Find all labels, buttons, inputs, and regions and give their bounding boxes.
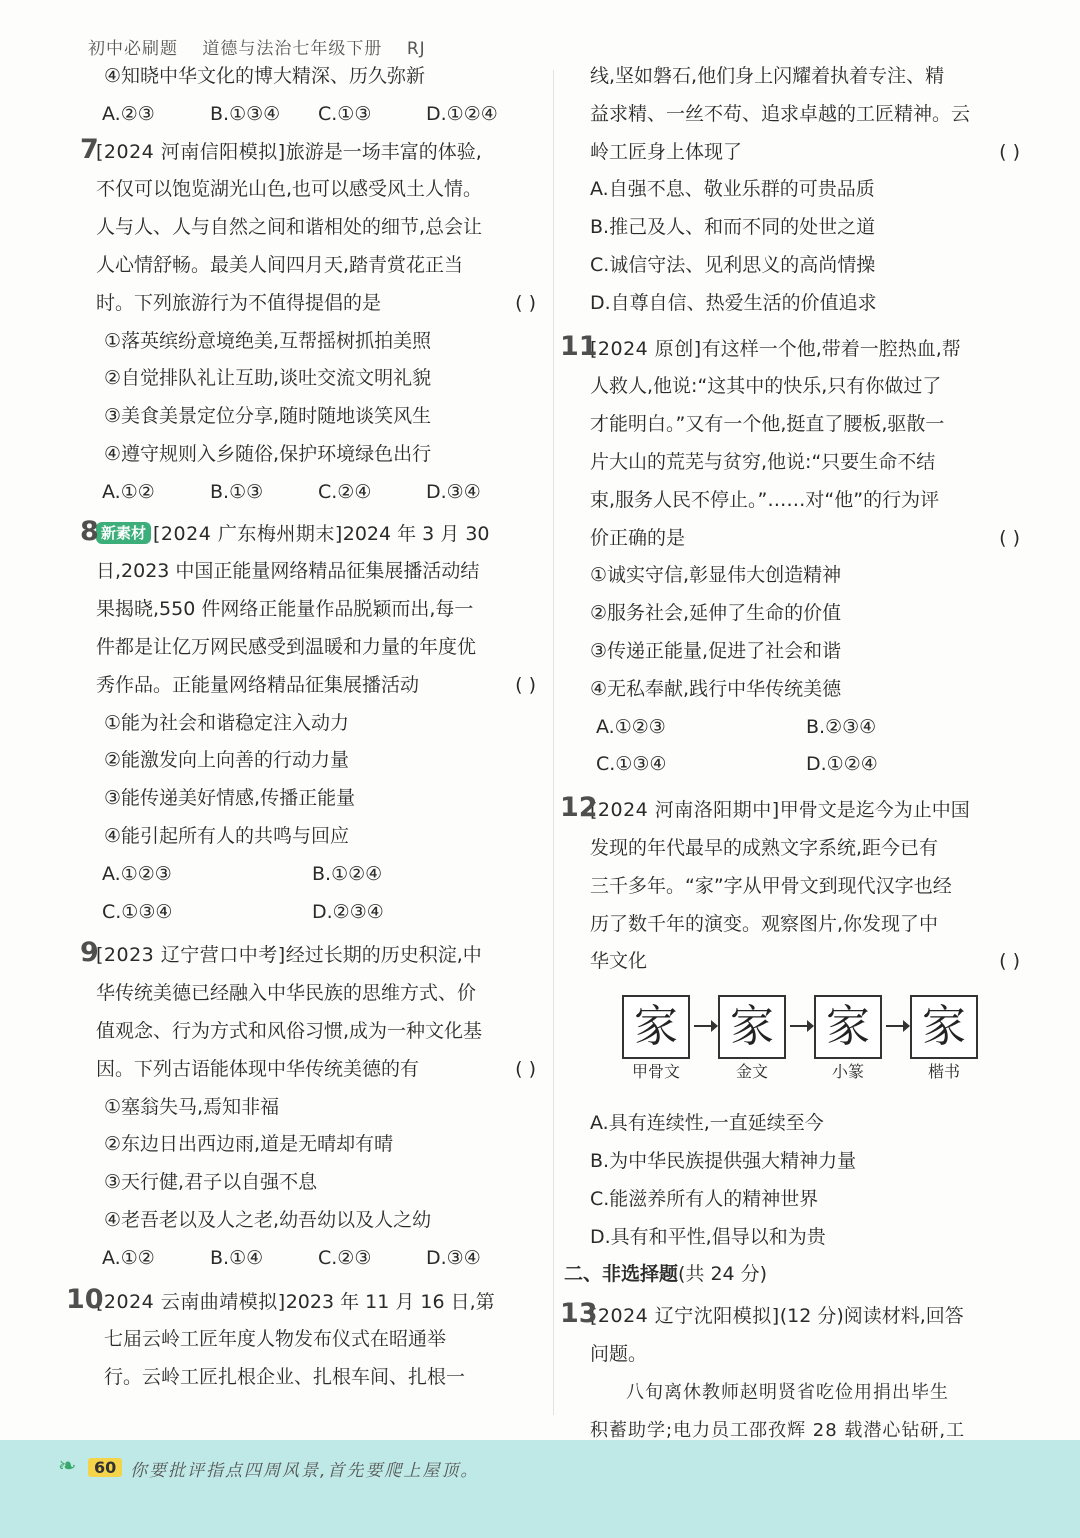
choice-d[interactable]: D.具有和平性,倡导以和为贵 [590, 1225, 826, 1248]
option-b[interactable]: B.①④ [210, 1246, 264, 1269]
question-source: [2024 云南曲靖模拟] [96, 1290, 286, 1313]
option-b[interactable]: B.①②④ [312, 862, 383, 885]
small-seal-glyph: 家 [814, 995, 882, 1059]
option-a[interactable]: A.①② [102, 480, 155, 503]
arrow-right-icon [694, 1025, 716, 1027]
choice-b[interactable]: B.为中华民族提供强大精神力量 [590, 1149, 857, 1172]
option-a[interactable]: A.①②③ [102, 862, 172, 885]
page-footer [0, 1440, 1080, 1538]
option-c[interactable]: C.①③④ [102, 900, 173, 923]
new-material-badge: 新素材 [96, 522, 151, 544]
question-13: 13 [2024 辽宁沈阳模拟](12 分)阅读材料,回答 问题。 八旬离休教师赵明贤省吃俭用捐出毕生 积蓄助学;电力员工邵孜辉 28 载潜心钻研,工 [590, 1298, 1020, 1487]
statement-item: ④遵守规则入乡随俗,保护环境绿色出行 [104, 442, 432, 465]
option-c[interactable]: C.①③④ [596, 753, 667, 776]
choice-d[interactable]: D.自尊自信、热爱生活的价值追求 [590, 291, 877, 314]
prev-question-item: ④知晓中华文化的博大精深、历久弥新 [104, 65, 426, 87]
leaf-icon: ❧ [58, 1454, 77, 1479]
statement-item: ④老吾老以及人之老,幼吾幼以及人之幼 [104, 1208, 432, 1231]
choice-a[interactable]: A.具有连续性,一直延续至今 [590, 1112, 824, 1135]
prev-question-options [96, 96, 536, 134]
options-row [96, 474, 536, 512]
answer-blank[interactable]: ( ) [999, 140, 1020, 163]
option-d[interactable]: D.①②④ [806, 753, 878, 776]
option-a[interactable]: A.①②③ [596, 715, 666, 738]
statement-item: ④无私奉献,践行中华传统美德 [590, 677, 842, 700]
option-c[interactable]: C.②④ [318, 480, 372, 503]
question-number: 12 [560, 792, 598, 824]
question-source: [2023 辽宁营口中考] [96, 944, 286, 967]
option-d[interactable]: D.①②④ [426, 102, 498, 125]
oracle-bone-glyph: 家 [622, 995, 690, 1059]
question-source: [2024 辽宁沈阳模拟] [590, 1305, 780, 1328]
question-9: 9 [2023 辽宁营口中考]经过长期的历史积淀,中 华传统美德已经融入中华民族的思维方式、价 值观念、行为方式和风俗习惯,成为一种文化基 因。下列古语能体现中华传统美德的有 ( ) ①塞翁失马,焉知非福 ②东边日出西边雨,道是无晴却有晴 ③天行健,君子以自强不息 ④老吾老以及人之老,幼吾幼以及人之幼 A.①② B.①④ C.②③ D.③④ [96, 937, 536, 1277]
statement-item: ①落英缤纷意境绝美,互帮摇树抓拍美照 [104, 329, 432, 352]
arrow-right-icon [790, 1025, 812, 1027]
answer-blank[interactable]: ( ) [515, 673, 536, 696]
right-column [560, 58, 1020, 1487]
section-heading: 二、非选择题(共 24 分) [564, 1263, 768, 1286]
statement-item: ②服务社会,延伸了生命的价值 [590, 602, 842, 625]
statement-item: ④能引起所有人的共鸣与回应 [104, 824, 350, 847]
choice-b[interactable]: B.推己及人、和而不同的处世之道 [590, 216, 876, 239]
question-number: 7 [80, 133, 99, 165]
question-7: 7 [2024 河南信阳模拟]旅游是一场丰富的体验, 不仅可以饱览湖光山色,也可以感受风土人情。 人与人、人与自然之间和谐相处的细节,总会让 人心情舒畅。最美人间四月天,踏青赏花正当 时。下列旅游行为不值得提倡的是 ( ) ①落英缤纷意境绝美,互帮摇树抓拍美照 ②自觉排队礼让互助,谈吐交流文明礼貌 ③美食美景定位分享,随时随地谈笑风生 ④遵守规则入乡随俗,保护环境绿色出行 A.①② B.①③ C.②④ D.③④ [96, 134, 536, 512]
question-number: 8 [80, 515, 99, 547]
bronze-script-glyph: 家 [718, 995, 786, 1059]
question-number: 10 [66, 1283, 104, 1315]
statement-item: ①诚实守信,彰显伟大创造精神 [590, 564, 842, 587]
figure-label: 金文 [735, 1062, 768, 1082]
options-row [96, 894, 536, 932]
statement-item: ②东边日出西边雨,道是无晴却有晴 [104, 1133, 394, 1156]
choice-c[interactable]: C.诚信守法、见利思义的高尚情操 [590, 253, 876, 276]
statement-item: ①能为社会和谐稳定注入动力 [104, 711, 350, 734]
option-d[interactable]: D.③④ [426, 1246, 481, 1269]
option-a[interactable]: A.②③ [102, 102, 155, 125]
answer-blank[interactable]: ( ) [999, 526, 1020, 549]
answer-blank[interactable]: ( ) [515, 1057, 536, 1080]
question-12: 12 [2024 河南洛阳期中]甲骨文是迄今为止中国 发现的年代最早的成熟文字系统,距今已有 三千多年。“家”字从甲骨文到现代汉字也经 历了数千年的演变。观察图片,你发现了中 华文化 ( ) 家 甲骨文 家 金文 家 小篆 家 楷书 A.具有连续性,一直延续至今 B.为中华民族提供强大精神力量 C.能滋养所有人的精神世界 D.具有和平性,倡导以和为贵 [590, 792, 1020, 1256]
option-d[interactable]: D.②③④ [312, 900, 384, 923]
statement-item: ①塞翁失马,焉知非福 [104, 1095, 280, 1118]
subject-title: 道德与法治七年级下册 [202, 39, 383, 59]
option-b[interactable]: B.①③④ [210, 102, 281, 125]
option-c[interactable]: C.②③ [318, 1246, 372, 1269]
option-b[interactable]: B.①③ [210, 480, 264, 503]
choice-a[interactable]: A.自强不息、敬业乐群的可贵品质 [590, 178, 875, 201]
answer-blank[interactable]: ( ) [999, 950, 1020, 973]
statement-item: ③天行健,君子以自强不息 [104, 1171, 318, 1194]
statement-item: ②自觉排队礼让互助,谈吐交流文明礼貌 [104, 367, 432, 390]
question-source: [2024 河南信阳模拟] [96, 140, 286, 163]
question-10: 10 [2024 云南曲靖模拟]2023 年 11 月 16 日,第 七届云岭工匠年度人物发布仪式在昭通举 行。云岭工匠扎根企业、扎根车间、扎根一 [96, 1284, 536, 1397]
question-number: 9 [80, 937, 99, 969]
page-number: 60 [88, 1458, 122, 1477]
left-column [66, 58, 536, 1397]
statement-item: ③美食美景定位分享,随时随地谈笑风生 [104, 405, 432, 428]
question-source: [2024 河南洛阳期中] [590, 799, 780, 822]
statement-item: ②能激发向上向善的行动力量 [104, 749, 350, 772]
regular-script-glyph: 家 [910, 995, 978, 1059]
question-11: 11 [2024 原创]有这样一个他,带着一腔热血,帮 人救人,他说:“这其中的快乐,只有你做过了 才能明白。”又有一个他,挺直了腰板,驱散一 片大山的荒芜与贫穷,他说:“只要生命不结 束,服务人民不停止。”……对“他”的行为评 价正确的是 ( ) ①诚实守信,彰显伟大创造精神 ②服务社会,延伸了生命的价值 ③传递正能量,促进了社会和谐 ④无私奉献,践行中华传统美德 A.①②③ B.②③④ C.①③④ D.①②④ [590, 331, 1020, 785]
column-divider [553, 70, 554, 1415]
option-a[interactable]: A.①② [102, 1246, 155, 1269]
question-8: 8 新素材 [2024 广东梅州期末]2024 年 3 月 30 日,2023 中国正能量网络精品征集展播活动结 果揭晓,550 件网络正能量作品脱颖而出,每一 件都是让亿万网民感受到温暖和力量的年度优 秀作品。正能量网络精品征集展播活动 ( ) ①能为社会和谐稳定注入动力 ②能激发向上向善的行动力量 ③能传递美好情感,传播正能量 ④能引起所有人的共鸣与回应 A.①②③ B.①②④ C.①③④ D.②③④ [96, 516, 536, 932]
options-row [590, 746, 1020, 784]
question-10-continued: 线,坚如磐石,他们身上闪耀着执着专注、精 益求精、一丝不苟、追求卓越的工匠精神。云 岭工匠身上体现了 ( ) A.自强不息、敬业乐群的可贵品质 B.推己及人、和而不同的处世之道 C.诚信守法、见利思义的高尚情操 D.自尊自信、热爱生活的价值追求 [590, 58, 1020, 323]
statement-item: ③传递正能量,促进了社会和谐 [590, 639, 842, 662]
answer-blank[interactable]: ( ) [515, 291, 536, 314]
choice-c[interactable]: C.能滋养所有人的精神世界 [590, 1187, 819, 1210]
character-evolution-figure [590, 989, 1020, 1101]
option-c[interactable]: C.①③ [318, 102, 372, 125]
arrow-right-icon [886, 1025, 908, 1027]
options-row [96, 1240, 536, 1278]
statement-item: ③能传递美好情感,传播正能量 [104, 787, 356, 810]
option-d[interactable]: D.③④ [426, 480, 481, 503]
question-source: [2024 原创] [590, 337, 702, 360]
figure-label: 甲骨文 [631, 1062, 680, 1082]
running-header [88, 34, 444, 59]
question-number: 13 [560, 1298, 598, 1330]
edition-label: RJ [406, 39, 426, 59]
material-paragraph: 八旬离休教师赵明贤省吃俭用捐出毕生 [626, 1381, 949, 1403]
question-source: [2024 广东梅州期末] [153, 522, 343, 545]
option-b[interactable]: B.②③④ [806, 715, 877, 738]
footer-motto: 你要批评指点四周风景,首先要爬上屋顶。 [130, 1461, 480, 1481]
figure-label: 小篆 [831, 1062, 864, 1082]
question-number: 11 [560, 330, 598, 362]
options-row [96, 856, 536, 894]
options-row [590, 709, 1020, 747]
figure-label: 楷书 [927, 1062, 960, 1082]
book-title: 初中必刷题 [88, 39, 178, 59]
